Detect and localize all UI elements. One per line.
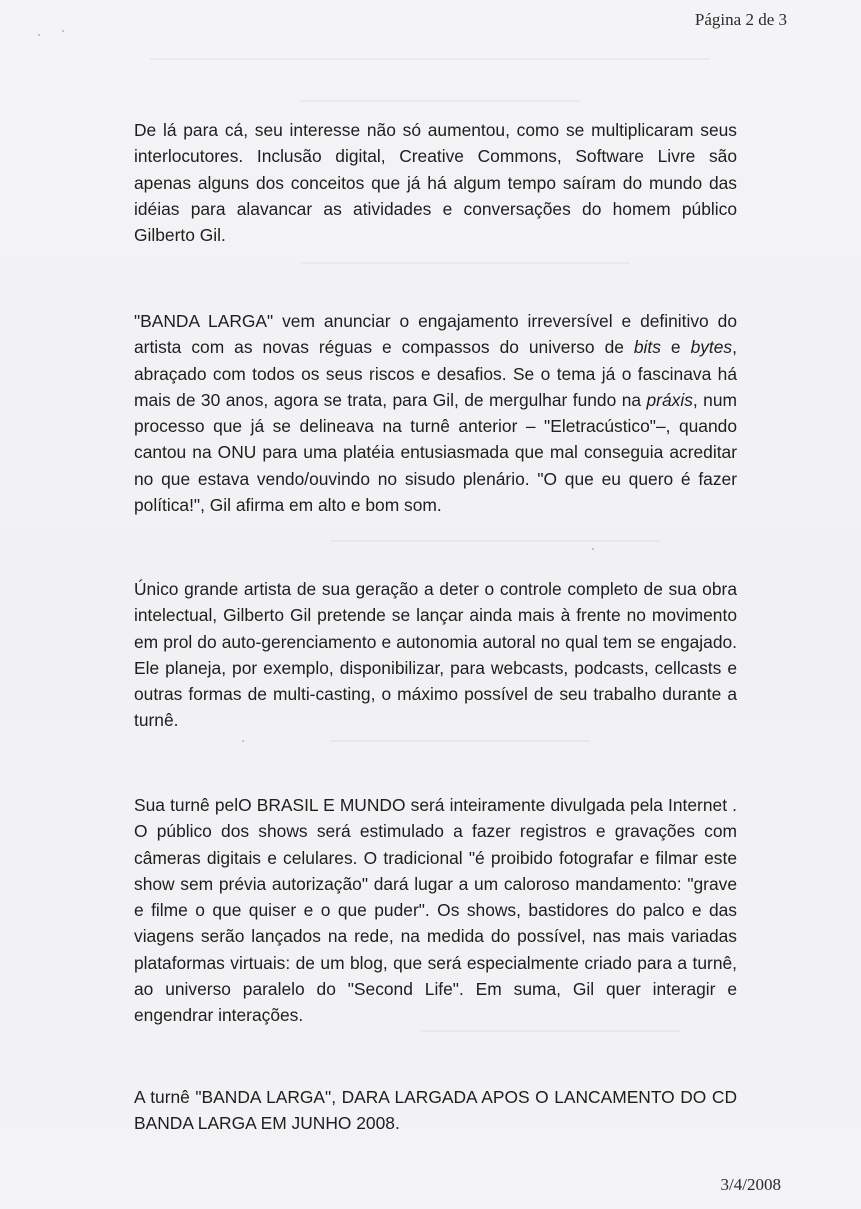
paragraph-2 [134,308,737,518]
paragraph-4-text: Sua turnê pelO BRASIL E MUNDO será inteiramente divulgada pela Internet . O público dos shows será estimulado a fazer registros e gravações com câmeras digitais e celulares. O tradicional "é proibido fotografar e filmar este show sem prévia autorização" dará lugar a um caloroso mandamento: "grave e filme o que quiser e o que puder". Os shows, bastidores do palco e das viagens serão lançados na rede, na medida do possível, nas mais variadas plataformas virtuais: de um blog, que será especialmente criado para a turnê, ao universo paralelo do "Second Life". Em suma, Gil quer interagir e engendrar interações. [134,795,737,1026]
show-through-line [300,262,630,264]
paragraph-2-part-c: , abraçado com todos os seus riscos e desafios. Se o tema já o fascinava há mais de 30 anos, agora se trata, para Gil, de mergulhar fundo na [134,337,737,410]
paragraph-2-text [134,308,737,518]
italic-praxis: práxis [646,389,693,410]
paragraph-4 [134,792,737,1029]
show-through-line [330,540,660,542]
show-through-line [420,1030,680,1032]
italic-bytes: bytes [690,337,733,358]
show-through-line [330,740,590,742]
paragraph-2-part-a: "BANDA LARGA" vem anunciar o engajamento irreversível e definitivo do artista com as novas réguas e compassos do universo de [134,311,737,358]
page-number-header: Página 2 de 3 [694,10,787,29]
italic-bits: bits [633,337,661,358]
show-through-line [300,100,580,102]
paragraph-3-text: Único grande artista de sua geração a deter o controle completo de sua obra intelectual, Gilberto Gil pretende se lançar ainda mais à frente no movimento em prol do auto-gerenciamento e autonomia autoral no qual tem se engajado. Ele planeja, por exemplo, disponibilizar, para webcasts, podcasts, cellcasts e outras formas de multi-casting, o máximo possível de seu trabalho durante a turnê. [134,579,737,731]
scan-speck [592,548,594,550]
scan-speck [242,740,244,742]
paragraph-3 [134,576,737,734]
paragraph-5 [134,1084,737,1137]
paragraph-5-text: A turnê "BANDA LARGA", DARA LARGADA APOS O LANCAMENTO DO CD BANDA LARGA EM JUNHO 2008. [134,1087,737,1134]
scan-speck [62,30,64,32]
date-footer: 3/4/2008 [720,1175,781,1194]
paragraph-1-text: De lá para cá, seu interesse não só aumentou, como se multiplicaram seus interlocutores. Inclusão digital, Creative Commons, Software Livre são apenas alguns dos conceitos que já há algum tempo saíram do mundo das idéias para alavancar as atividades e conversações do homem público Gilberto Gil. [134,120,737,246]
paragraph-2-part-d: , num processo que já se delineava na turnê anterior – "Eletracústico"–, quando cantou na ONU para uma platéia entusiasmada que mal conseguia acreditar no que estava vendo/ouvindo no sisudo plenário. "O que eu quero é fazer política!", Gil afirma em alto e bom som. [134,389,737,516]
paragraph-2-part-b: e [660,337,691,358]
paragraph-1 [134,117,737,248]
show-through-line [150,58,710,60]
scan-speck [38,34,40,36]
